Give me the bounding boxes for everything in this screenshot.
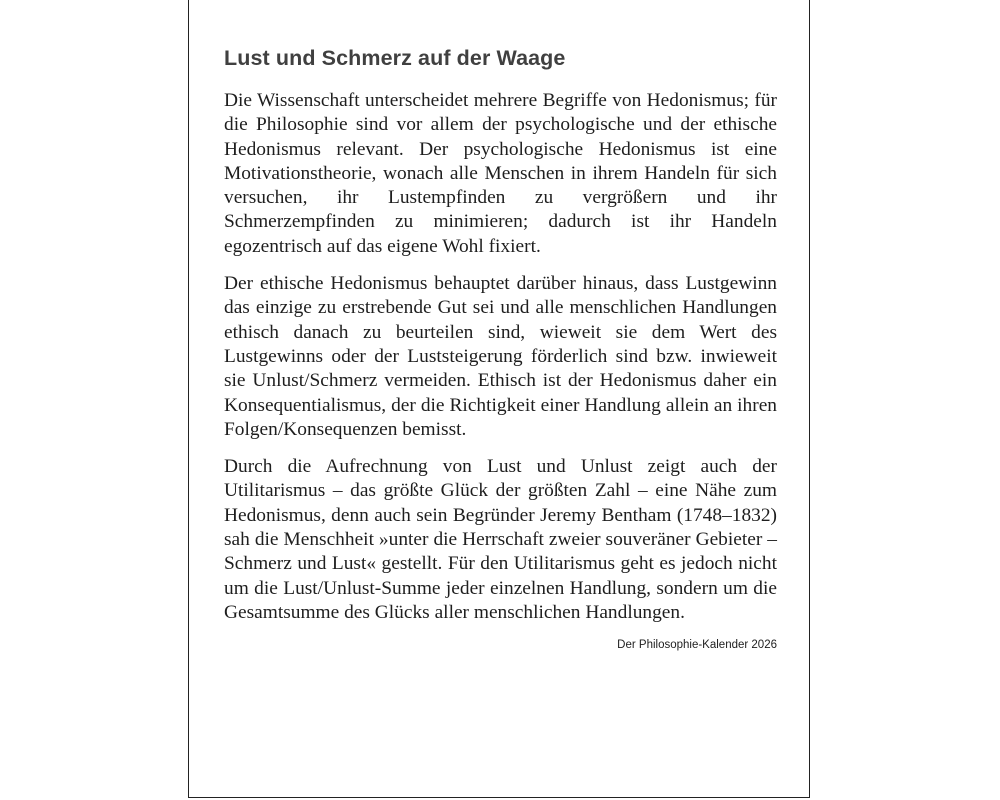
paragraph-1: Die Wissenschaft unterscheidet mehrere Begriffe von Hedonismus; für die Philosophie sind vor allem der psychologische und der ethische Hedonismus relevant. Der psychologische Hedonismus ist eine Motivationstheorie, wonach alle Menschen in ihrem Handeln für sich versuchen, ihr Lustempfinden zu vergrößern und ihr Schmerzempfinden zu minimieren; dadurch ist ihr Handeln egozentrisch auf das eigene Wohl fixiert.	[224, 90, 777, 257]
article	[224, 44, 777, 652]
calendar-page	[188, 0, 810, 798]
article-title: Lust und Schmerz auf der Waage	[224, 46, 566, 70]
paragraph-3: Durch die Aufrechnung von Lust und Unlust zeigt auch der Utilitarismus – das größte Glück der größten Zahl – eine Nähe zum Hedonismus, denn auch sein Begründer Jeremy Bentham (1748–1832) sah die Menschheit »unter die Herrschaft zweier souveräner Gebieter – Schmerz und Lust« gestellt. Für den Utilitarismus geht es jedoch nicht um die Lust/Unlust-Summe jeder einzelnen Handlung, sondern um die Gesamtsumme des Glücks aller menschlichen Handlungen.	[224, 456, 777, 623]
source-credit: Der Philosophie-Kalender 2026	[617, 639, 777, 652]
paragraph-2: Der ethische Hedonismus behauptet darüber hinaus, dass Lustgewinn das einzige zu erstrebende Gut sei und alle menschlichen Handlungen ethisch danach zu beurteilen sind, wieweit sie dem Wert des Lustgewinns oder der Luststeigerung förderlich sind bzw. inwieweit sie Unlust/Schmerz vermeiden. Ethisch ist der Hedonismus daher ein Konsequentialismus, der die Richtigkeit einer Handlung allein an ihren Folgen/Konsequenzen bemisst.	[224, 273, 777, 440]
